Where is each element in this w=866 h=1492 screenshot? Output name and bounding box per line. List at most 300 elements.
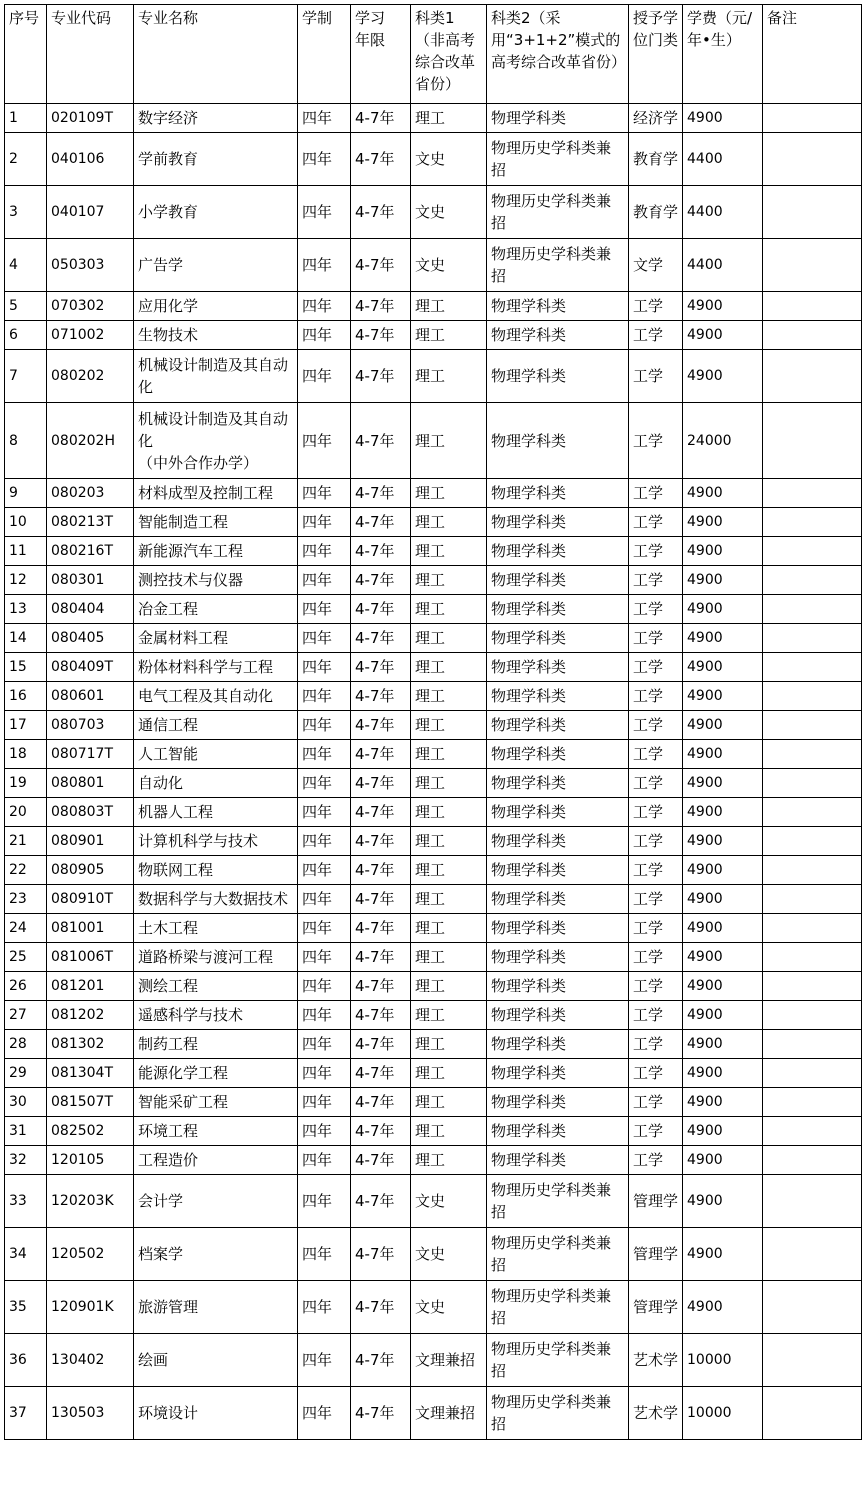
cell-note [763, 508, 862, 537]
cell-seq: 21 [5, 827, 47, 856]
cell-fee: 4900 [683, 943, 763, 972]
cell-years: 4-7年 [351, 239, 411, 292]
cell-degree: 工学 [629, 1030, 683, 1059]
cell-seq: 13 [5, 595, 47, 624]
cell-cat1: 文史 [411, 133, 487, 186]
cell-cat1: 理工 [411, 711, 487, 740]
cell-system: 四年 [298, 292, 351, 321]
cell-note [763, 403, 862, 479]
cell-years: 4-7年 [351, 1387, 411, 1440]
cell-name: 智能采矿工程 [134, 1088, 298, 1117]
cell-cat1: 文理兼招 [411, 1334, 487, 1387]
cell-cat2: 物理历史学科类兼招 [487, 1334, 629, 1387]
header-seq: 序号 [5, 5, 47, 104]
header-degree: 授予学位门类 [629, 5, 683, 104]
cell-degree: 工学 [629, 769, 683, 798]
header-note: 备注 [763, 5, 862, 104]
header-name: 专业名称 [134, 5, 298, 104]
cell-system: 四年 [298, 682, 351, 711]
cell-seq: 9 [5, 479, 47, 508]
cell-cat2: 物理历史学科类兼招 [487, 1228, 629, 1281]
cell-cat2: 物理学科类 [487, 350, 629, 403]
cell-name: 能源化学工程 [134, 1059, 298, 1088]
cell-cat1: 理工 [411, 537, 487, 566]
cell-system: 四年 [298, 133, 351, 186]
cell-degree: 管理学 [629, 1228, 683, 1281]
cell-name: 遥感科学与技术 [134, 1001, 298, 1030]
cell-code: 080301 [47, 566, 134, 595]
cell-degree: 工学 [629, 1117, 683, 1146]
cell-note [763, 566, 862, 595]
cell-note [763, 827, 862, 856]
cell-cat1: 理工 [411, 104, 487, 133]
cell-name: 通信工程 [134, 711, 298, 740]
cell-cat1: 理工 [411, 321, 487, 350]
cell-note [763, 682, 862, 711]
cell-system: 四年 [298, 914, 351, 943]
cell-name: 应用化学 [134, 292, 298, 321]
cell-note [763, 479, 862, 508]
cell-name: 粉体材料科学与工程 [134, 653, 298, 682]
cell-code: 080905 [47, 856, 134, 885]
table-row [5, 1001, 862, 1030]
cell-degree: 工学 [629, 711, 683, 740]
table-row [5, 624, 862, 653]
cell-fee: 4900 [683, 827, 763, 856]
majors-table [4, 4, 862, 1440]
table-row [5, 1175, 862, 1228]
cell-cat2: 物理学科类 [487, 769, 629, 798]
cell-name: 机械设计制造及其自动化 [134, 350, 298, 403]
cell-cat1: 理工 [411, 566, 487, 595]
cell-code: 050303 [47, 239, 134, 292]
cell-name: 数字经济 [134, 104, 298, 133]
cell-years: 4-7年 [351, 943, 411, 972]
table-row [5, 566, 862, 595]
cell-cat1: 文理兼招 [411, 1387, 487, 1440]
cell-cat2: 物理学科类 [487, 740, 629, 769]
cell-name: 冶金工程 [134, 595, 298, 624]
cell-fee: 4900 [683, 1117, 763, 1146]
cell-years: 4-7年 [351, 624, 411, 653]
table-row [5, 1281, 862, 1334]
table-row [5, 653, 862, 682]
cell-name: 材料成型及控制工程 [134, 479, 298, 508]
table-row [5, 350, 862, 403]
cell-name: 档案学 [134, 1228, 298, 1281]
cell-fee: 4900 [683, 885, 763, 914]
cell-degree: 工学 [629, 885, 683, 914]
cell-fee: 4900 [683, 653, 763, 682]
cell-fee: 4900 [683, 1059, 763, 1088]
cell-degree: 工学 [629, 479, 683, 508]
cell-code: 080901 [47, 827, 134, 856]
cell-years: 4-7年 [351, 403, 411, 479]
cell-system: 四年 [298, 566, 351, 595]
cell-degree: 工学 [629, 566, 683, 595]
cell-code: 120901K [47, 1281, 134, 1334]
cell-years: 4-7年 [351, 479, 411, 508]
cell-code: 120105 [47, 1146, 134, 1175]
table-row [5, 508, 862, 537]
cell-code: 120502 [47, 1228, 134, 1281]
cell-name: 自动化 [134, 769, 298, 798]
cell-name: 学前教育 [134, 133, 298, 186]
cell-fee: 24000 [683, 403, 763, 479]
cell-name: 道路桥梁与渡河工程 [134, 943, 298, 972]
cell-years: 4-7年 [351, 653, 411, 682]
cell-fee: 4900 [683, 1281, 763, 1334]
cell-name: 物联网工程 [134, 856, 298, 885]
cell-cat1: 理工 [411, 1146, 487, 1175]
cell-code: 081304T [47, 1059, 134, 1088]
cell-fee: 4900 [683, 292, 763, 321]
cell-degree: 工学 [629, 350, 683, 403]
cell-fee: 4900 [683, 740, 763, 769]
cell-fee: 4400 [683, 239, 763, 292]
cell-cat2: 物理学科类 [487, 624, 629, 653]
cell-seq: 11 [5, 537, 47, 566]
table-row [5, 1088, 862, 1117]
cell-note [763, 943, 862, 972]
cell-system: 四年 [298, 972, 351, 1001]
cell-years: 4-7年 [351, 769, 411, 798]
cell-name: 测控技术与仪器 [134, 566, 298, 595]
cell-code: 080405 [47, 624, 134, 653]
cell-system: 四年 [298, 885, 351, 914]
cell-code: 080203 [47, 479, 134, 508]
cell-degree: 工学 [629, 740, 683, 769]
cell-degree: 工学 [629, 1001, 683, 1030]
cell-code: 080803T [47, 798, 134, 827]
cell-seq: 1 [5, 104, 47, 133]
cell-note [763, 624, 862, 653]
cell-code: 080801 [47, 769, 134, 798]
cell-years: 4-7年 [351, 133, 411, 186]
cell-cat2: 物理学科类 [487, 403, 629, 479]
cell-system: 四年 [298, 943, 351, 972]
cell-name: 环境工程 [134, 1117, 298, 1146]
cell-years: 4-7年 [351, 1001, 411, 1030]
cell-years: 4-7年 [351, 711, 411, 740]
cell-seq: 19 [5, 769, 47, 798]
cell-system: 四年 [298, 1001, 351, 1030]
cell-years: 4-7年 [351, 1175, 411, 1228]
cell-note [763, 1030, 862, 1059]
cell-code: 040107 [47, 186, 134, 239]
table-row [5, 133, 862, 186]
cell-system: 四年 [298, 479, 351, 508]
cell-name: 土木工程 [134, 914, 298, 943]
cell-system: 四年 [298, 1059, 351, 1088]
cell-seq: 29 [5, 1059, 47, 1088]
cell-note [763, 292, 862, 321]
cell-years: 4-7年 [351, 1228, 411, 1281]
cell-system: 四年 [298, 798, 351, 827]
cell-cat2: 物理学科类 [487, 1001, 629, 1030]
cell-system: 四年 [298, 711, 351, 740]
cell-name: 生物技术 [134, 321, 298, 350]
cell-degree: 工学 [629, 321, 683, 350]
table-row [5, 740, 862, 769]
cell-cat2: 物理学科类 [487, 1117, 629, 1146]
table-row [5, 1387, 862, 1440]
cell-name: 环境设计 [134, 1387, 298, 1440]
cell-degree: 教育学 [629, 186, 683, 239]
table-row [5, 321, 862, 350]
cell-seq: 27 [5, 1001, 47, 1030]
cell-degree: 教育学 [629, 133, 683, 186]
cell-note [763, 798, 862, 827]
cell-name: 智能制造工程 [134, 508, 298, 537]
cell-fee: 4900 [683, 972, 763, 1001]
cell-fee: 4900 [683, 914, 763, 943]
cell-name: 工程造价 [134, 1146, 298, 1175]
cell-cat2: 物理学科类 [487, 885, 629, 914]
table-row [5, 595, 862, 624]
cell-degree: 管理学 [629, 1281, 683, 1334]
cell-code: 081001 [47, 914, 134, 943]
header-cat2: 科类2（采用“3+1+2”模式的高考综合改革省份） [487, 5, 629, 104]
cell-code: 020109T [47, 104, 134, 133]
cell-name: 机械设计制造及其自动化 （中外合作办学） [134, 403, 298, 479]
cell-system: 四年 [298, 239, 351, 292]
header-code: 专业代码 [47, 5, 134, 104]
cell-system: 四年 [298, 769, 351, 798]
cell-years: 4-7年 [351, 827, 411, 856]
cell-years: 4-7年 [351, 1281, 411, 1334]
cell-degree: 工学 [629, 943, 683, 972]
table-row [5, 1030, 862, 1059]
cell-system: 四年 [298, 1146, 351, 1175]
cell-cat1: 理工 [411, 827, 487, 856]
table-row [5, 711, 862, 740]
cell-years: 4-7年 [351, 1146, 411, 1175]
cell-cat2: 物理学科类 [487, 856, 629, 885]
cell-cat1: 理工 [411, 943, 487, 972]
cell-name: 金属材料工程 [134, 624, 298, 653]
header-row [5, 5, 862, 104]
table-row [5, 104, 862, 133]
cell-system: 四年 [298, 508, 351, 537]
cell-degree: 工学 [629, 827, 683, 856]
cell-cat2: 物理学科类 [487, 914, 629, 943]
cell-cat1: 理工 [411, 1059, 487, 1088]
cell-degree: 工学 [629, 595, 683, 624]
table-row [5, 479, 862, 508]
cell-cat1: 文史 [411, 1281, 487, 1334]
cell-system: 四年 [298, 1175, 351, 1228]
cell-system: 四年 [298, 740, 351, 769]
cell-name: 机器人工程 [134, 798, 298, 827]
cell-seq: 32 [5, 1146, 47, 1175]
cell-code: 130503 [47, 1387, 134, 1440]
cell-years: 4-7年 [351, 885, 411, 914]
cell-code: 130402 [47, 1334, 134, 1387]
cell-name: 绘画 [134, 1334, 298, 1387]
cell-cat2: 物理学科类 [487, 653, 629, 682]
cell-years: 4-7年 [351, 104, 411, 133]
cell-seq: 5 [5, 292, 47, 321]
cell-fee: 4900 [683, 624, 763, 653]
cell-cat1: 理工 [411, 740, 487, 769]
cell-years: 4-7年 [351, 537, 411, 566]
cell-seq: 25 [5, 943, 47, 972]
cell-note [763, 104, 862, 133]
cell-fee: 4900 [683, 350, 763, 403]
cell-note [763, 239, 862, 292]
cell-code: 080409T [47, 653, 134, 682]
cell-name: 会计学 [134, 1175, 298, 1228]
cell-cat2: 物理历史学科类兼招 [487, 133, 629, 186]
cell-cat2: 物理历史学科类兼招 [487, 239, 629, 292]
cell-degree: 工学 [629, 292, 683, 321]
cell-name: 数据科学与大数据技术 [134, 885, 298, 914]
cell-name: 制药工程 [134, 1030, 298, 1059]
cell-years: 4-7年 [351, 972, 411, 1001]
cell-cat1: 文史 [411, 239, 487, 292]
cell-cat1: 理工 [411, 1117, 487, 1146]
cell-system: 四年 [298, 653, 351, 682]
cell-note [763, 1281, 862, 1334]
cell-seq: 20 [5, 798, 47, 827]
cell-seq: 12 [5, 566, 47, 595]
cell-system: 四年 [298, 350, 351, 403]
cell-cat1: 文史 [411, 186, 487, 239]
cell-note [763, 653, 862, 682]
cell-note [763, 1228, 862, 1281]
cell-name: 人工智能 [134, 740, 298, 769]
cell-seq: 26 [5, 972, 47, 1001]
cell-system: 四年 [298, 856, 351, 885]
cell-cat2: 物理学科类 [487, 1059, 629, 1088]
cell-name: 小学教育 [134, 186, 298, 239]
cell-fee: 4900 [683, 856, 763, 885]
cell-cat2: 物理学科类 [487, 1030, 629, 1059]
cell-seq: 23 [5, 885, 47, 914]
cell-degree: 工学 [629, 914, 683, 943]
cell-code: 080216T [47, 537, 134, 566]
header-system: 学制 [298, 5, 351, 104]
cell-system: 四年 [298, 827, 351, 856]
cell-years: 4-7年 [351, 1030, 411, 1059]
cell-name: 广告学 [134, 239, 298, 292]
cell-seq: 7 [5, 350, 47, 403]
cell-code: 080202H [47, 403, 134, 479]
cell-fee: 4900 [683, 1030, 763, 1059]
cell-cat2: 物理学科类 [487, 682, 629, 711]
cell-seq: 17 [5, 711, 47, 740]
cell-years: 4-7年 [351, 186, 411, 239]
cell-cat2: 物理历史学科类兼招 [487, 186, 629, 239]
cell-degree: 工学 [629, 972, 683, 1001]
cell-cat1: 文史 [411, 1175, 487, 1228]
cell-seq: 28 [5, 1030, 47, 1059]
cell-fee: 10000 [683, 1334, 763, 1387]
cell-fee: 10000 [683, 1387, 763, 1440]
cell-note [763, 1146, 862, 1175]
cell-degree: 工学 [629, 1059, 683, 1088]
cell-code: 082502 [47, 1117, 134, 1146]
cell-fee: 4900 [683, 595, 763, 624]
cell-cat1: 理工 [411, 479, 487, 508]
cell-code: 081202 [47, 1001, 134, 1030]
cell-fee: 4900 [683, 104, 763, 133]
cell-note [763, 1117, 862, 1146]
cell-system: 四年 [298, 1117, 351, 1146]
cell-fee: 4900 [683, 1088, 763, 1117]
cell-cat1: 理工 [411, 403, 487, 479]
cell-fee: 4900 [683, 1228, 763, 1281]
cell-code: 080202 [47, 350, 134, 403]
cell-seq: 24 [5, 914, 47, 943]
cell-cat1: 理工 [411, 595, 487, 624]
cell-seq: 34 [5, 1228, 47, 1281]
cell-name: 新能源汽车工程 [134, 537, 298, 566]
cell-seq: 4 [5, 239, 47, 292]
cell-system: 四年 [298, 186, 351, 239]
cell-years: 4-7年 [351, 1334, 411, 1387]
cell-seq: 37 [5, 1387, 47, 1440]
cell-code: 080601 [47, 682, 134, 711]
cell-years: 4-7年 [351, 914, 411, 943]
cell-code: 081201 [47, 972, 134, 1001]
cell-degree: 文学 [629, 239, 683, 292]
cell-degree: 工学 [629, 1146, 683, 1175]
cell-cat2: 物理历史学科类兼招 [487, 1175, 629, 1228]
cell-seq: 35 [5, 1281, 47, 1334]
cell-cat2: 物理学科类 [487, 595, 629, 624]
cell-name: 旅游管理 [134, 1281, 298, 1334]
cell-code: 070302 [47, 292, 134, 321]
cell-note [763, 133, 862, 186]
table-row [5, 769, 862, 798]
table-row [5, 1228, 862, 1281]
cell-system: 四年 [298, 537, 351, 566]
cell-system: 四年 [298, 104, 351, 133]
cell-seq: 3 [5, 186, 47, 239]
cell-degree: 经济学 [629, 104, 683, 133]
cell-fee: 4900 [683, 711, 763, 740]
cell-seq: 14 [5, 624, 47, 653]
cell-code: 081302 [47, 1030, 134, 1059]
cell-cat2: 物理学科类 [487, 943, 629, 972]
table-row [5, 798, 862, 827]
cell-note [763, 186, 862, 239]
cell-fee: 4900 [683, 537, 763, 566]
cell-years: 4-7年 [351, 798, 411, 827]
cell-seq: 18 [5, 740, 47, 769]
cell-years: 4-7年 [351, 595, 411, 624]
cell-system: 四年 [298, 1030, 351, 1059]
cell-note [763, 1001, 862, 1030]
cell-cat1: 理工 [411, 1001, 487, 1030]
cell-note [763, 740, 862, 769]
header-years: 学习 年限 [351, 5, 411, 104]
cell-cat2: 物理学科类 [487, 1146, 629, 1175]
cell-cat1: 理工 [411, 1088, 487, 1117]
table-row [5, 403, 862, 479]
cell-code: 071002 [47, 321, 134, 350]
cell-seq: 30 [5, 1088, 47, 1117]
header-fee: 学费（元/年•生） [683, 5, 763, 104]
cell-code: 120203K [47, 1175, 134, 1228]
cell-cat2: 物理历史学科类兼招 [487, 1387, 629, 1440]
cell-code: 080213T [47, 508, 134, 537]
cell-degree: 工学 [629, 682, 683, 711]
cell-seq: 33 [5, 1175, 47, 1228]
cell-years: 4-7年 [351, 856, 411, 885]
